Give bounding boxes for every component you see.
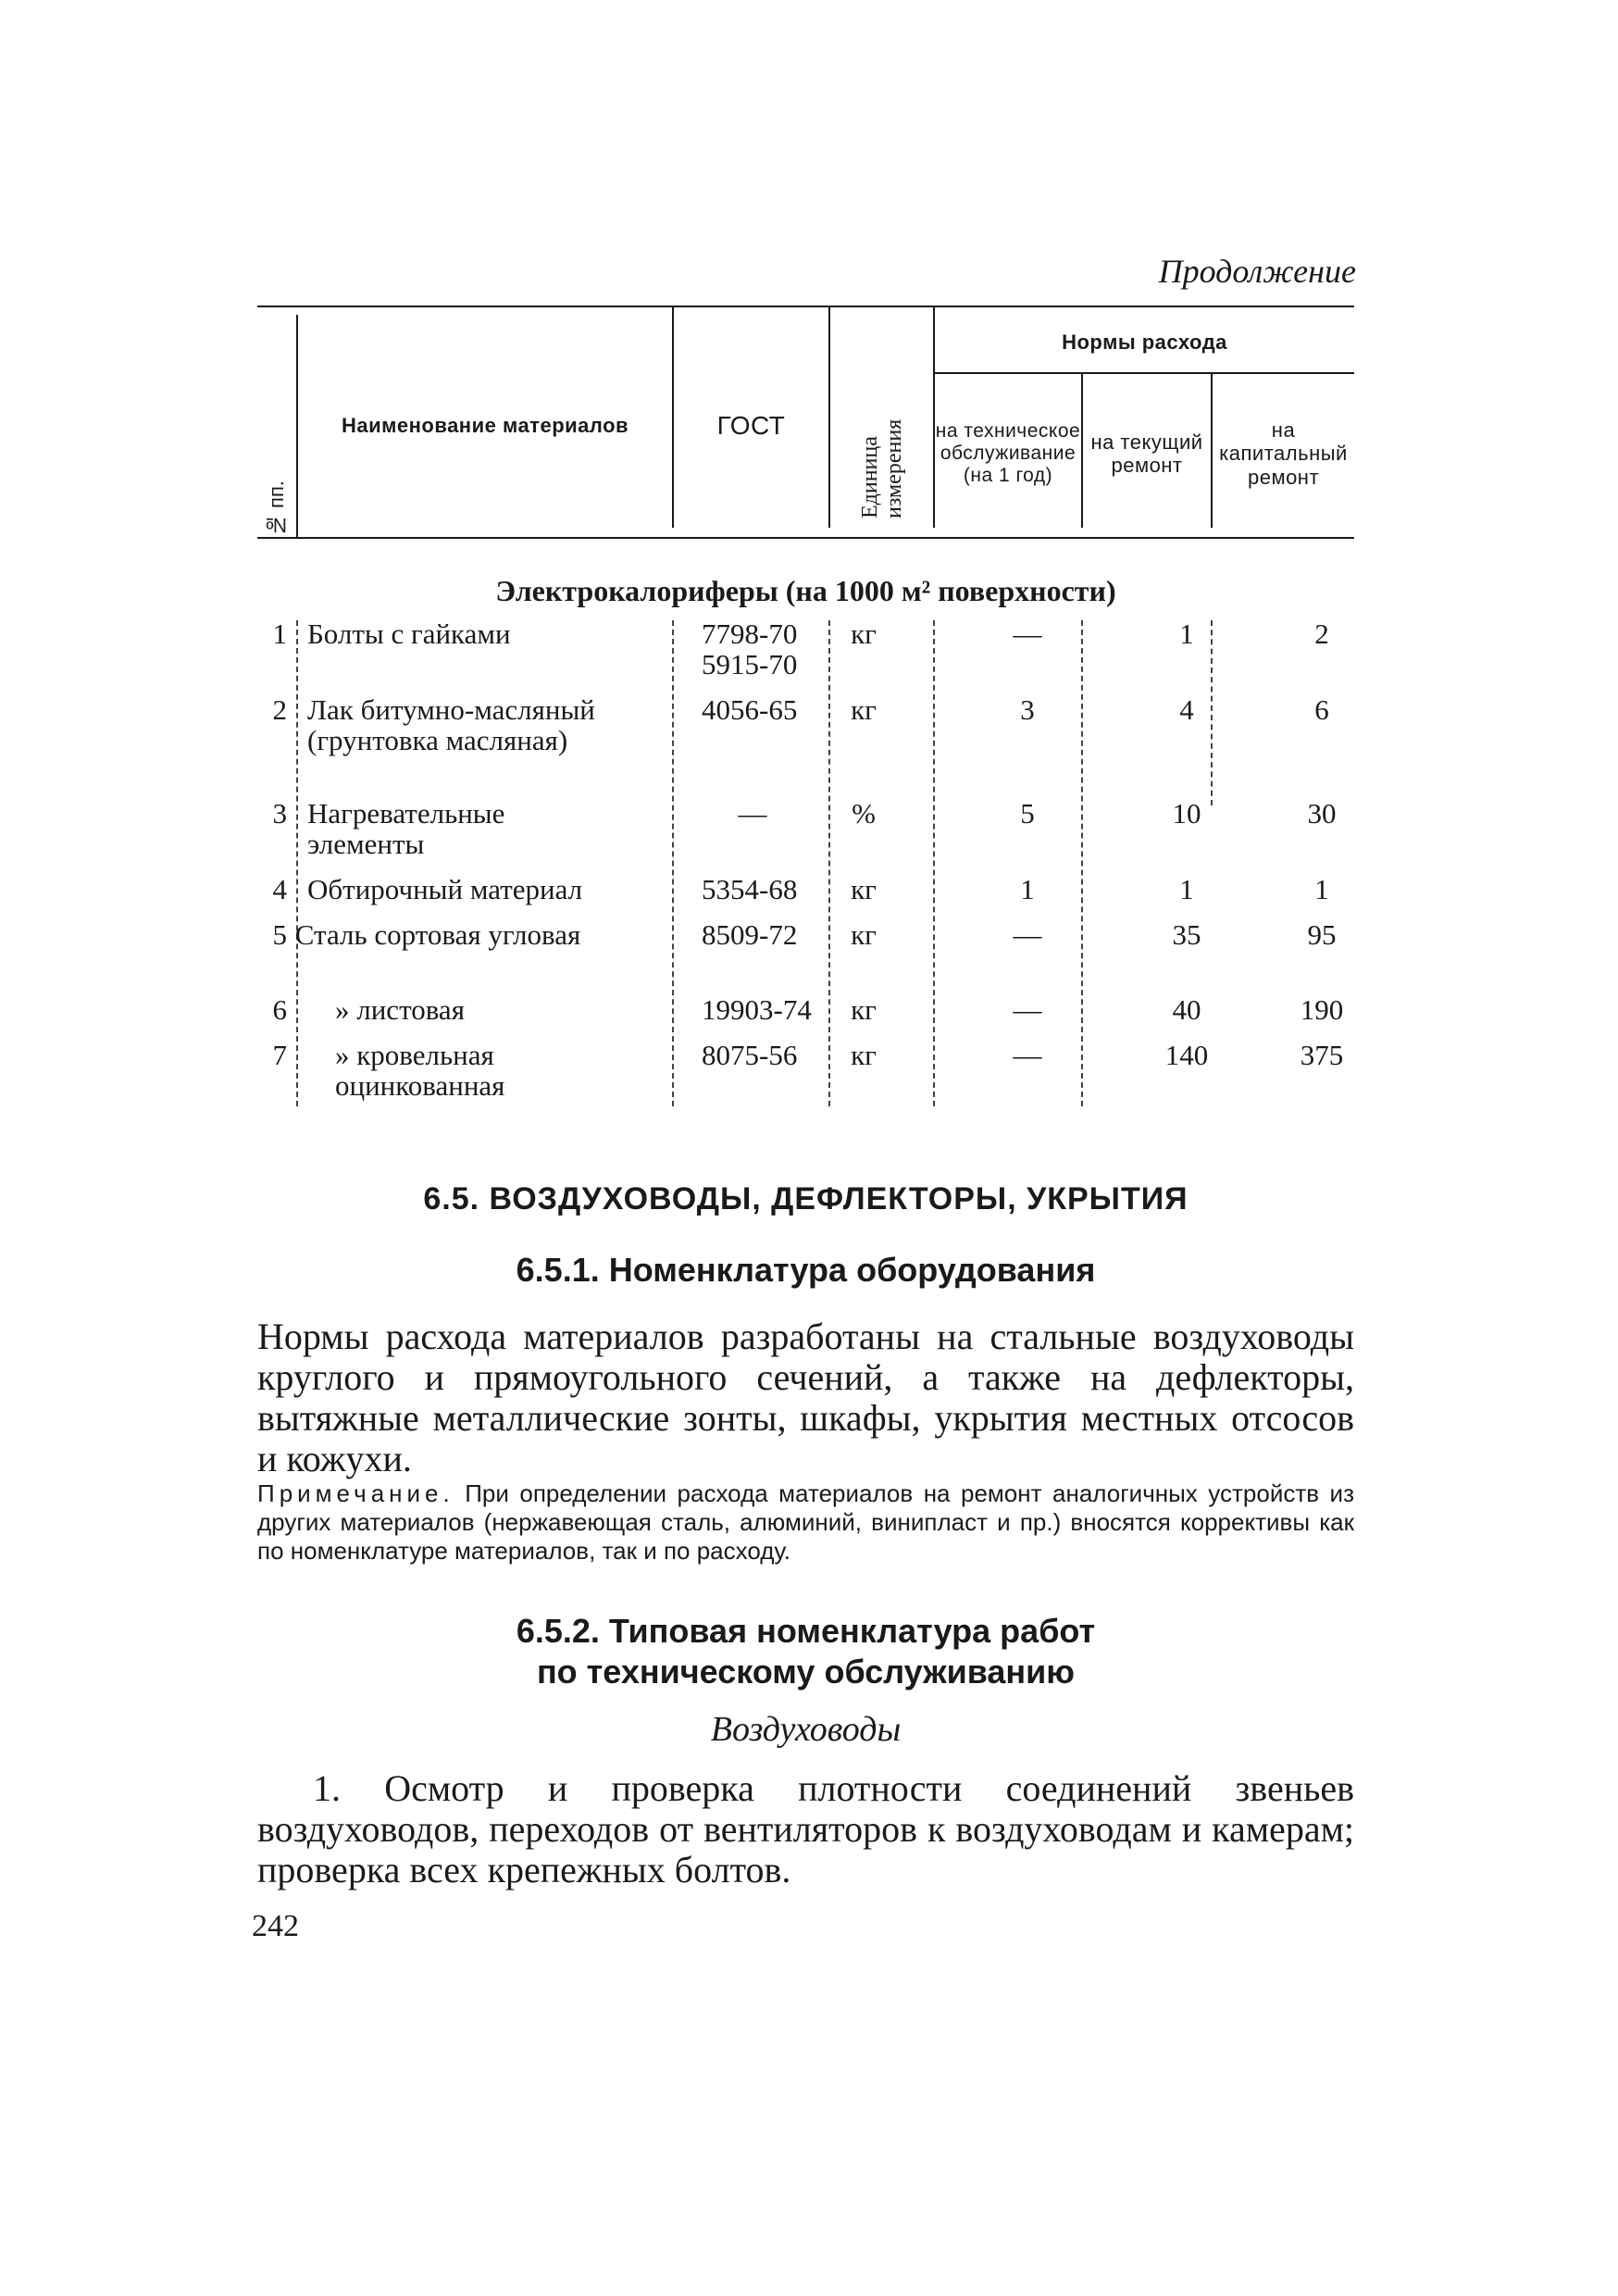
row-norm-current: 140	[1164, 1039, 1209, 1071]
row-name: » кровельная оцинкованная	[335, 1039, 505, 1102]
row-norm-maintenance: 1	[1020, 873, 1035, 905]
row-unit: кг	[851, 918, 877, 951]
row-gost: 5354-68	[702, 873, 798, 905]
row-num: 7	[272, 1039, 287, 1071]
row-norm-maintenance: 3	[1020, 693, 1035, 726]
row-num: 6	[272, 993, 287, 1026]
row-norm-capital: 2	[1314, 618, 1329, 650]
header-norm-current: на текущий ремонт	[1090, 430, 1203, 477]
section-heading-6-5-1: 6.5.1. Номенклатура оборудования	[516, 1251, 1096, 1289]
row-norm-current: 1	[1179, 618, 1194, 650]
paragraph-6-5-1: Нормы расхода материалов разработаны на стальные воздуховоды круглого и прямоугольного сечений, а также на дефлекторы, вытяжные металлические зонты, шкафы, укрытия местных отсосов и кожухи.	[257, 1316, 1354, 1479]
row-norm-current: 40	[1172, 993, 1201, 1026]
note-label: Примечание.	[257, 1479, 454, 1507]
header-gost: ГОСТ	[716, 410, 786, 440]
row-unit: кг	[851, 693, 877, 726]
section-heading-6-5: 6.5. ВОЗДУХОВОДЫ, ДЕФЛЕКТОРЫ, УКРЫТИЯ	[423, 1181, 1189, 1217]
row-norm-capital: 375	[1300, 1039, 1344, 1071]
row-norm-capital: 6	[1314, 693, 1329, 726]
row-gost: 7798-70 5915-70	[702, 618, 798, 680]
subsection-ducts: Воздуховоды	[710, 1710, 902, 1749]
row-name: Лак битумно-масляный (грунтовка масляная)	[307, 693, 595, 756]
row-num: 1	[272, 618, 287, 650]
row-num: 2	[272, 693, 287, 726]
page-number: 242	[252, 1909, 299, 1943]
row-gost: 4056-65	[702, 693, 798, 726]
row-norm-current: 1	[1179, 873, 1194, 905]
header-unit: Единица измерения	[857, 418, 906, 518]
section-heading-6-5-2-line2: по техническому обслуживанию	[536, 1653, 1076, 1691]
row-name: Обтирочный материал	[307, 873, 583, 905]
row-norm-maintenance: —	[1013, 618, 1042, 650]
row-norm-capital: 190	[1300, 993, 1344, 1026]
header-norms: Нормы расхода	[1062, 331, 1227, 355]
row-unit: кг	[851, 1039, 877, 1071]
header-norm-capital: на капитальный ремонт	[1219, 418, 1348, 489]
continued-label: Продолжение	[1158, 253, 1356, 290]
row-num: 5	[272, 918, 287, 951]
row-norm-maintenance: 5	[1020, 797, 1035, 830]
row-norm-current: 35	[1172, 918, 1201, 951]
row-norm-capital: 30	[1307, 797, 1337, 830]
header-num: № пп.	[265, 480, 288, 537]
row-name: » листовая	[335, 993, 465, 1026]
row-unit: %	[852, 797, 876, 830]
row-name: Сталь сортовая угловая	[294, 918, 581, 951]
row-norm-capital: 95	[1307, 918, 1337, 951]
row-norm-maintenance: —	[1013, 993, 1042, 1026]
row-gost: 8509-72	[702, 918, 798, 951]
row-norm-maintenance: —	[1013, 1039, 1042, 1071]
row-num: 3	[272, 797, 287, 830]
row-unit: кг	[851, 873, 877, 905]
section-heading-6-5-2-line1: 6.5.2. Типовая номенклатура работ	[516, 1612, 1096, 1650]
row-gost: —	[738, 797, 767, 830]
table-section-title: Электрокалориферы (на 1000 м² поверхности)	[495, 574, 1116, 607]
row-norm-current: 10	[1172, 797, 1201, 830]
section-heading-6-5-2	[257, 1611, 1354, 1692]
header-norm-maintenance: на техническое обслуживание (на 1 год)	[935, 419, 1081, 487]
header-name: Наименование материалов	[341, 414, 629, 438]
row-gost: 8075-56	[702, 1039, 798, 1071]
row-unit: кг	[851, 618, 877, 650]
note	[257, 1479, 1354, 1566]
row-norm-capital: 1	[1314, 873, 1329, 905]
row-name: Болты с гайками	[307, 618, 511, 650]
row-norm-maintenance: —	[1013, 918, 1042, 951]
row-name: Нагревательные элементы	[307, 797, 505, 860]
list-item: 1. Осмотр и проверка плотности соединений звеньев воздуховодов, переходов от вентиляторов к воздуховодам и камерам; проверка всех крепежных болтов.	[257, 1767, 1354, 1890]
row-norm-current: 4	[1179, 693, 1194, 726]
note-text: При определении расхода материалов на ремонт аналогичных устройств из других материалов (нержавеющая сталь, алюминий, винипласт и пр.) вносятся коррективы как по номенклатуре материалов, так и по расходу.	[257, 1479, 1354, 1565]
row-unit: кг	[851, 993, 877, 1026]
row-gost: 19903-74	[702, 993, 812, 1026]
row-num: 4	[272, 873, 287, 905]
